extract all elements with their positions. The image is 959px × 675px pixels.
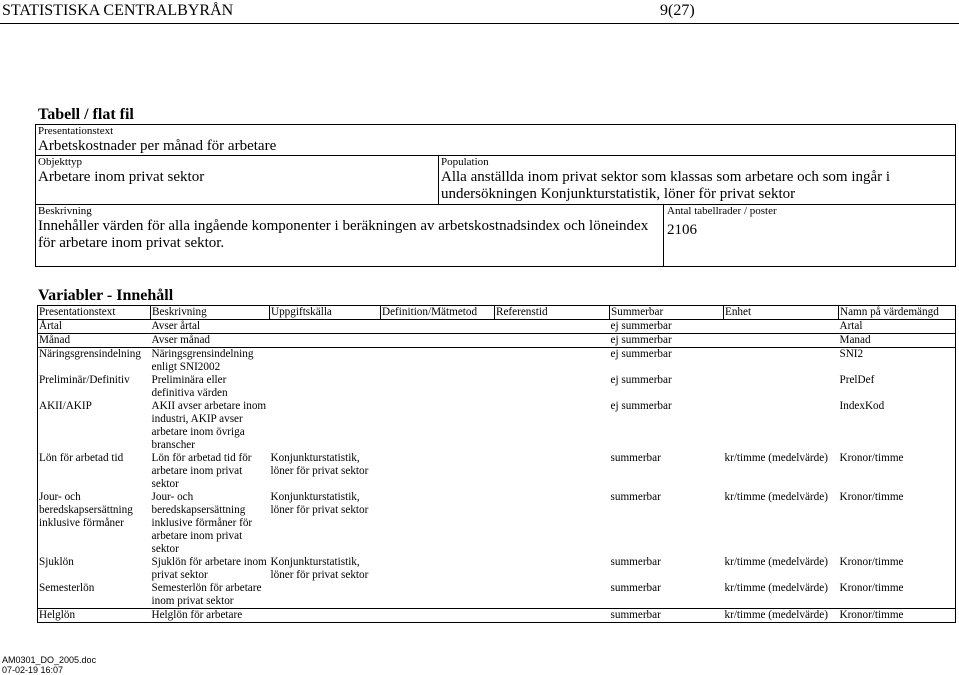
table-cell: Näringsgrensindelning [38,348,151,375]
table-cell: Årtal [38,320,151,334]
table-cell: Lön för arbetad tid för arbetare inom privat sektor [151,452,252,490]
table-cell [381,609,495,623]
table-row [38,609,956,623]
table-cell: Helglön för arbetare [151,609,270,623]
table-cell: Konjunkturstatistik, löner för privat sektor [270,556,369,581]
table-cell [270,374,381,400]
table-cell [495,556,610,582]
table-row [38,348,956,375]
table-cell: summerbar [610,491,661,503]
table-cell: Avser månad [151,334,270,348]
document-footer [2,655,96,675]
table-cell: Artal [839,320,956,334]
table-row [38,582,956,609]
table-cell [381,491,495,556]
table-cell: Avser årtal [151,320,270,334]
table-cell: Kronor/timme [839,556,956,582]
table-row [38,320,956,334]
table-cell: Näringsgrensindelning enligt SNI2002 [151,348,254,373]
column-header: Presentationstext [38,306,151,320]
column-header: Namn på värdemängd [839,306,956,320]
table-cell: SNI2 [839,348,956,375]
table-cell: ej summerbar [610,320,724,334]
table-cell: kr/timme (medelvärde) [724,609,839,623]
table-cell [495,348,610,375]
table-cell: Sjuklön för arbetare inom privat sektor [151,556,267,581]
table-cell [724,400,839,452]
description-cell [36,205,664,266]
table-cell: ej summerbar [610,334,724,348]
table-cell [381,320,495,334]
footer-filename: AM0301_DO_2005.doc [2,655,97,665]
table-cell: Semesterlön för arbetare inom privat sektor [151,582,262,607]
table-cell [270,400,381,452]
table-cell [381,334,495,348]
table-cell [270,348,381,375]
variables-header-row [38,306,956,320]
table-row [38,491,956,556]
table-cell: summerbar [610,609,724,623]
table-cell: kr/timme (medelvärde) [724,582,828,594]
table-cell [495,400,610,452]
table-cell: Sjuklön [38,556,151,582]
table-row [38,400,956,452]
table-cell [724,374,839,400]
table-cell: Kronor/timme [839,609,956,623]
footer-date: 07-02-19 16:07 [2,665,64,675]
table-cell: Preliminära eller definitiva värden [151,374,228,399]
table-cell [270,582,381,609]
table-cell: ej summerbar [610,400,672,412]
table-cell: summerbar [610,582,661,594]
variables-table [37,305,956,623]
table-file-title: Tabell / flat fil [38,106,134,123]
table-cell: ej summerbar [610,374,672,386]
table-cell [495,491,610,556]
table-cell: kr/timme (medelvärde) [724,556,828,568]
description-label: Beskrivning [38,205,92,217]
table-cell: summerbar [610,556,661,568]
column-header: Beskrivning [151,306,270,320]
table-cell: AKII/AKIP [38,400,151,452]
variables-title: Variabler - Innehåll [38,287,174,304]
table-cell: ej summerbar [610,348,672,360]
presentation-value: Arbetskostnader per månad för arbetare [38,138,277,154]
table-cell [495,452,610,491]
table-cell: Kronor/timme [839,582,956,609]
table-cell: kr/timme (medelvärde) [724,491,828,503]
table-cell [381,452,495,491]
table-cell [381,556,495,582]
table-cell: Jour- och beredskapsersättning inklusive förmåner [38,491,151,556]
header-divider [0,23,959,24]
table-cell [381,348,495,375]
table-row [38,374,956,400]
table-cell: Kronor/timme [839,491,956,556]
table-cell [270,334,381,348]
table-cell [724,334,839,348]
table-cell: Lön för arbetad tid [38,452,151,491]
table-cell: Konjunkturstatistik, löner för privat sektor [270,491,369,516]
table-cell: Jour- och beredskapsersättning inklusive förmåner för arbetare inom privat sektor [151,491,253,555]
table-cell [381,374,495,400]
table-file-box [35,124,956,267]
table-cell: summerbar [610,452,661,464]
table-cell: kr/timme (medelvärde) [724,452,828,464]
table-cell: IndexKod [839,400,956,452]
row-count-label: Antal tabellrader / poster [667,205,777,217]
table-cell [495,320,610,334]
table-cell [495,582,610,609]
table-row [38,334,956,348]
organization-name: STATISTISKA CENTRALBYRÅN [2,2,234,19]
table-cell [724,320,839,334]
column-header: Referenstid [495,306,610,320]
object-value: Arbetare inom privat sektor [38,169,205,185]
table-cell [724,348,839,375]
row-count-cell [664,205,955,266]
column-header: Enhet [724,306,839,320]
object-cell [36,156,439,205]
table-cell [381,400,495,452]
table-cell [270,609,381,623]
table-row [38,452,956,491]
table-cell: Semesterlön [38,582,151,609]
table-cell [495,374,610,400]
table-cell [270,320,381,334]
table-cell: Manad [839,334,956,348]
presentation-label: Presentationstext [38,125,114,137]
table-cell: Månad [38,334,151,348]
table-cell: Preliminär/Definitiv [38,374,151,400]
table-cell [495,334,610,348]
population-cell [439,156,955,205]
column-header: Definition/Mätmetod [381,306,495,320]
column-header: Uppgiftskälla [270,306,381,320]
table-cell: Kronor/timme [839,452,956,491]
table-cell: Helglön [38,609,151,623]
population-value: Alla anställda inom privat sektor som klassas som arbetare och som ingår i undersökningen Konjunkturstatistik, löner för privat sektor [441,169,891,202]
table-cell [381,582,495,609]
table-cell: PrelDef [839,374,956,400]
description-value: Innehåller värden för alla ingående komponenter i beräkningen av arbetskostnadsindex och löneindex för arbetare inom privat sektor. [38,218,649,251]
row-count-value: 2106 [667,222,697,238]
page-number: 9(27) [660,2,695,19]
table-cell [495,609,610,623]
column-header: Summerbar [610,306,724,320]
table-cell: AKII avser arbetare inom industri, AKIP avser arbetare inom övriga branscher [151,400,267,451]
presentation-cell [36,125,955,156]
object-label: Objekttyp [38,156,82,168]
table-cell: Konjunkturstatistik, löner för privat sektor [270,452,369,477]
table-row [38,556,956,582]
population-label: Population [441,156,489,168]
